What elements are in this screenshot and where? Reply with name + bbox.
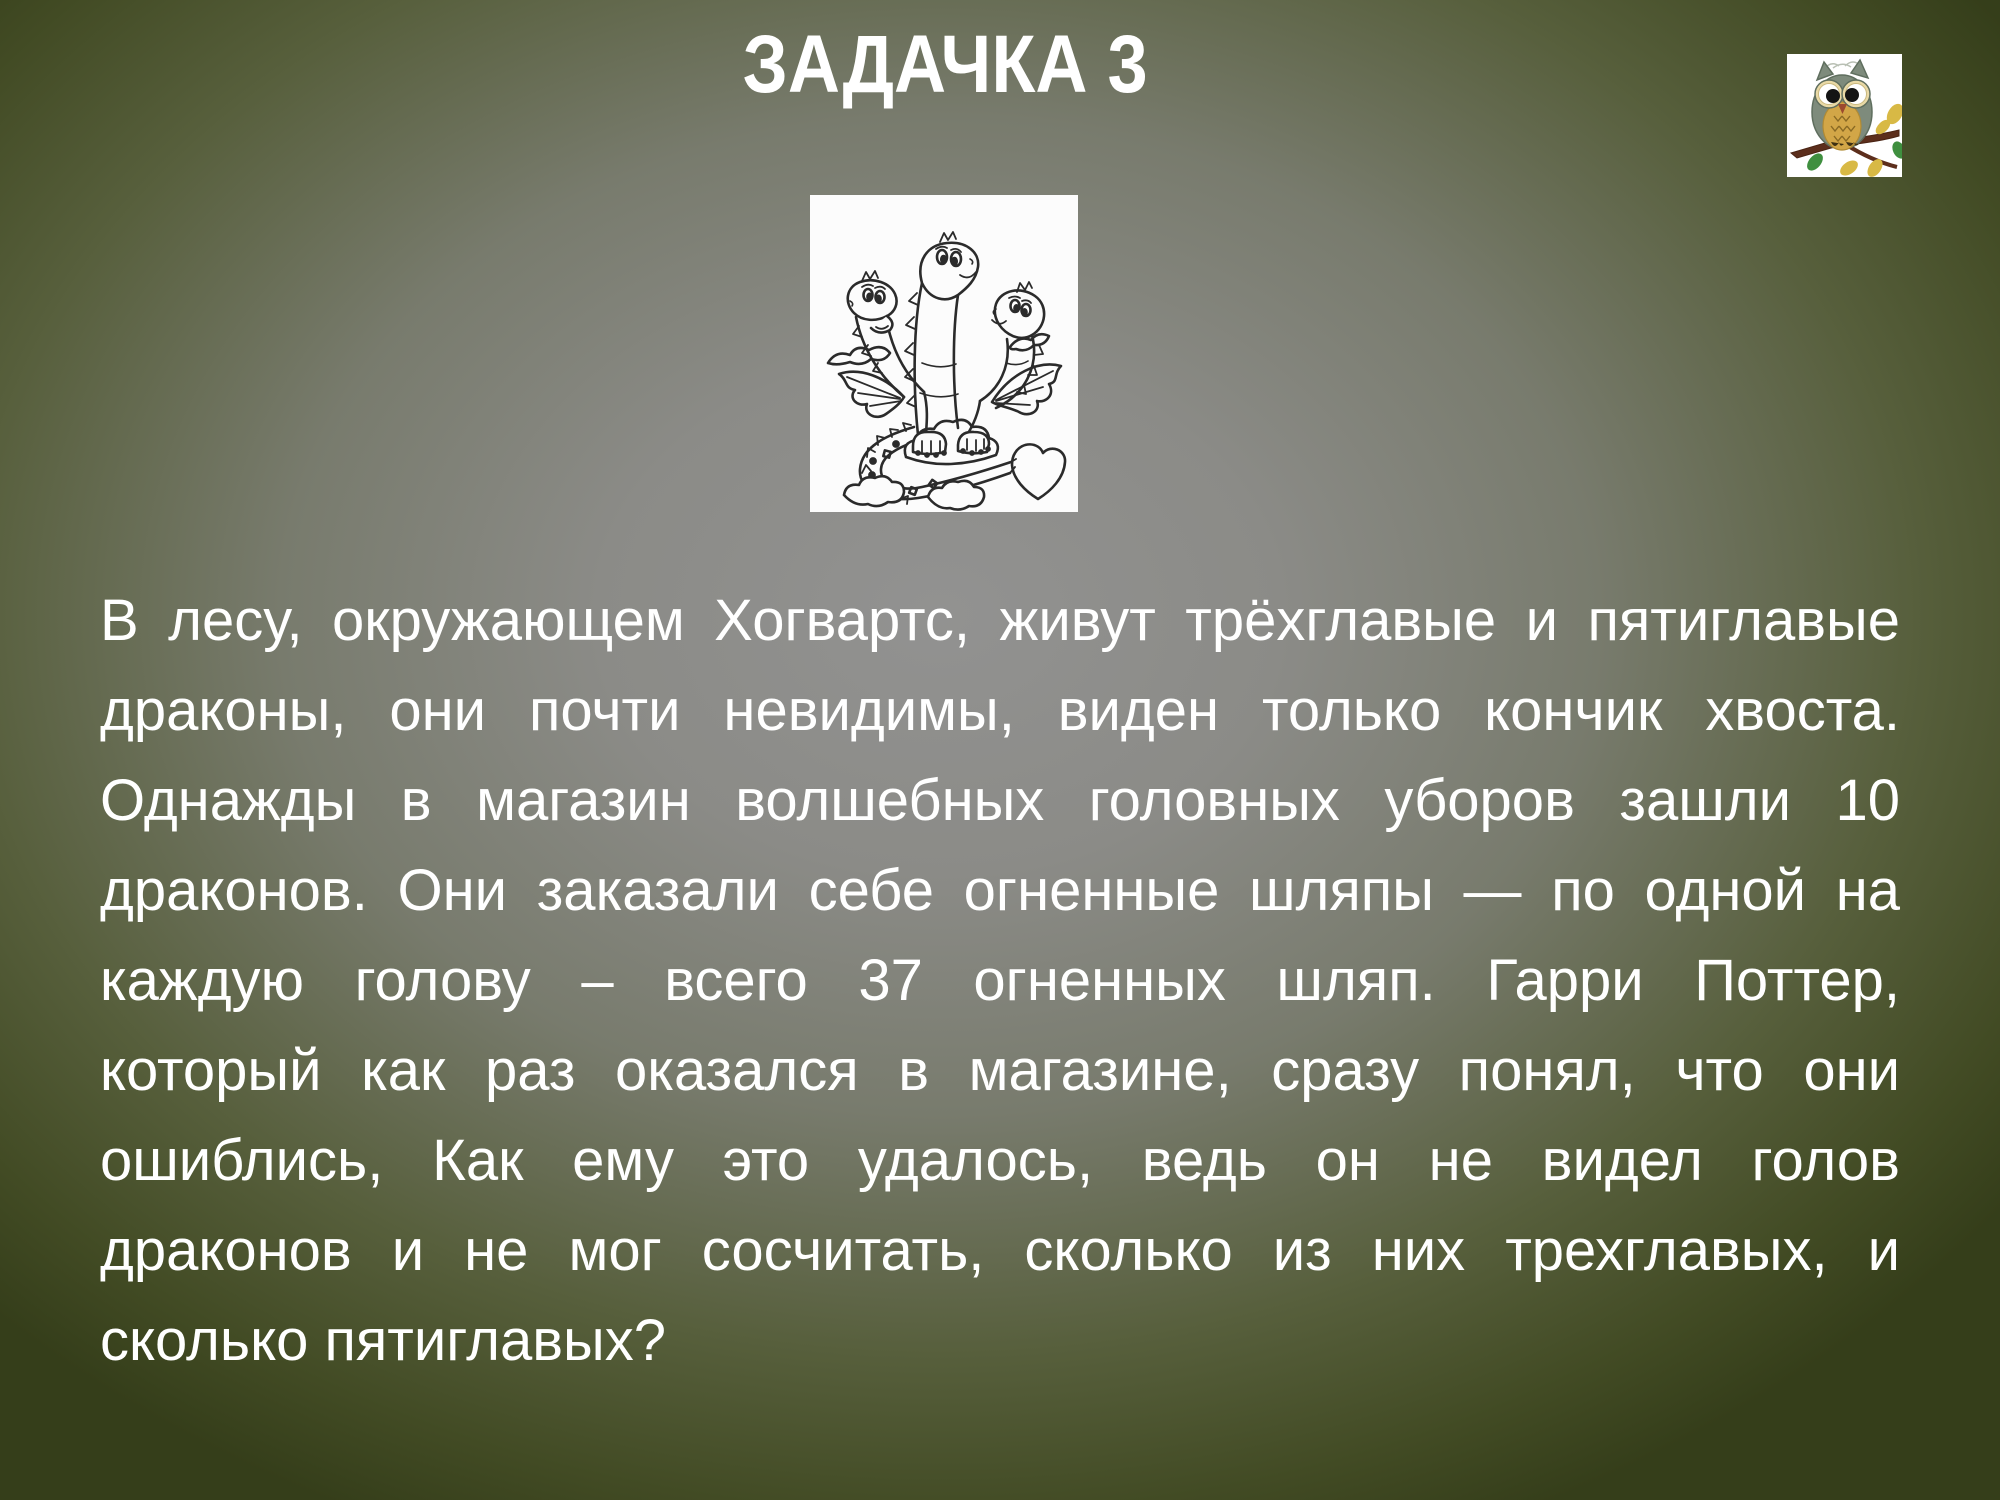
problem-text-line: драконов. Они заказали себе огненные шляпы — по одной на — [100, 858, 1900, 923]
problem-text-line: сколько пятиглавых? — [100, 1308, 666, 1373]
dragon-icon — [810, 195, 1078, 512]
problem-text-line: драконы, они почти невидимы, виден только кончик хвоста. — [100, 678, 1900, 743]
problem-text-line: каждую голову – всего 37 огненных шляп. Гарри Поттер, — [100, 948, 1900, 1013]
owl-icon — [1787, 54, 1902, 177]
problem-text-line: который как раз оказался в магазине, сразу понял, что они — [100, 1038, 1900, 1103]
problem-text — [100, 576, 1900, 1386]
page-title-text: ЗАДАЧКА 3 — [742, 19, 1148, 110]
problem-text-line: Однажды в магазин волшебных головных уборов зашли 10 — [100, 768, 1900, 833]
problem-text-line: драконов и не мог сосчитать, сколько из них трехглавых, и — [100, 1218, 1900, 1283]
page-title — [0, 18, 1890, 112]
dragon-illustration — [810, 195, 1078, 512]
problem-text-line: В лесу, окружающем Хогвартс, живут трёхглавые и пятиглавые — [100, 588, 1900, 653]
owl-logo — [1787, 54, 1902, 177]
problem-text-line: ошиблись, Как ему это удалось, ведь он не видел голов — [100, 1128, 1900, 1193]
